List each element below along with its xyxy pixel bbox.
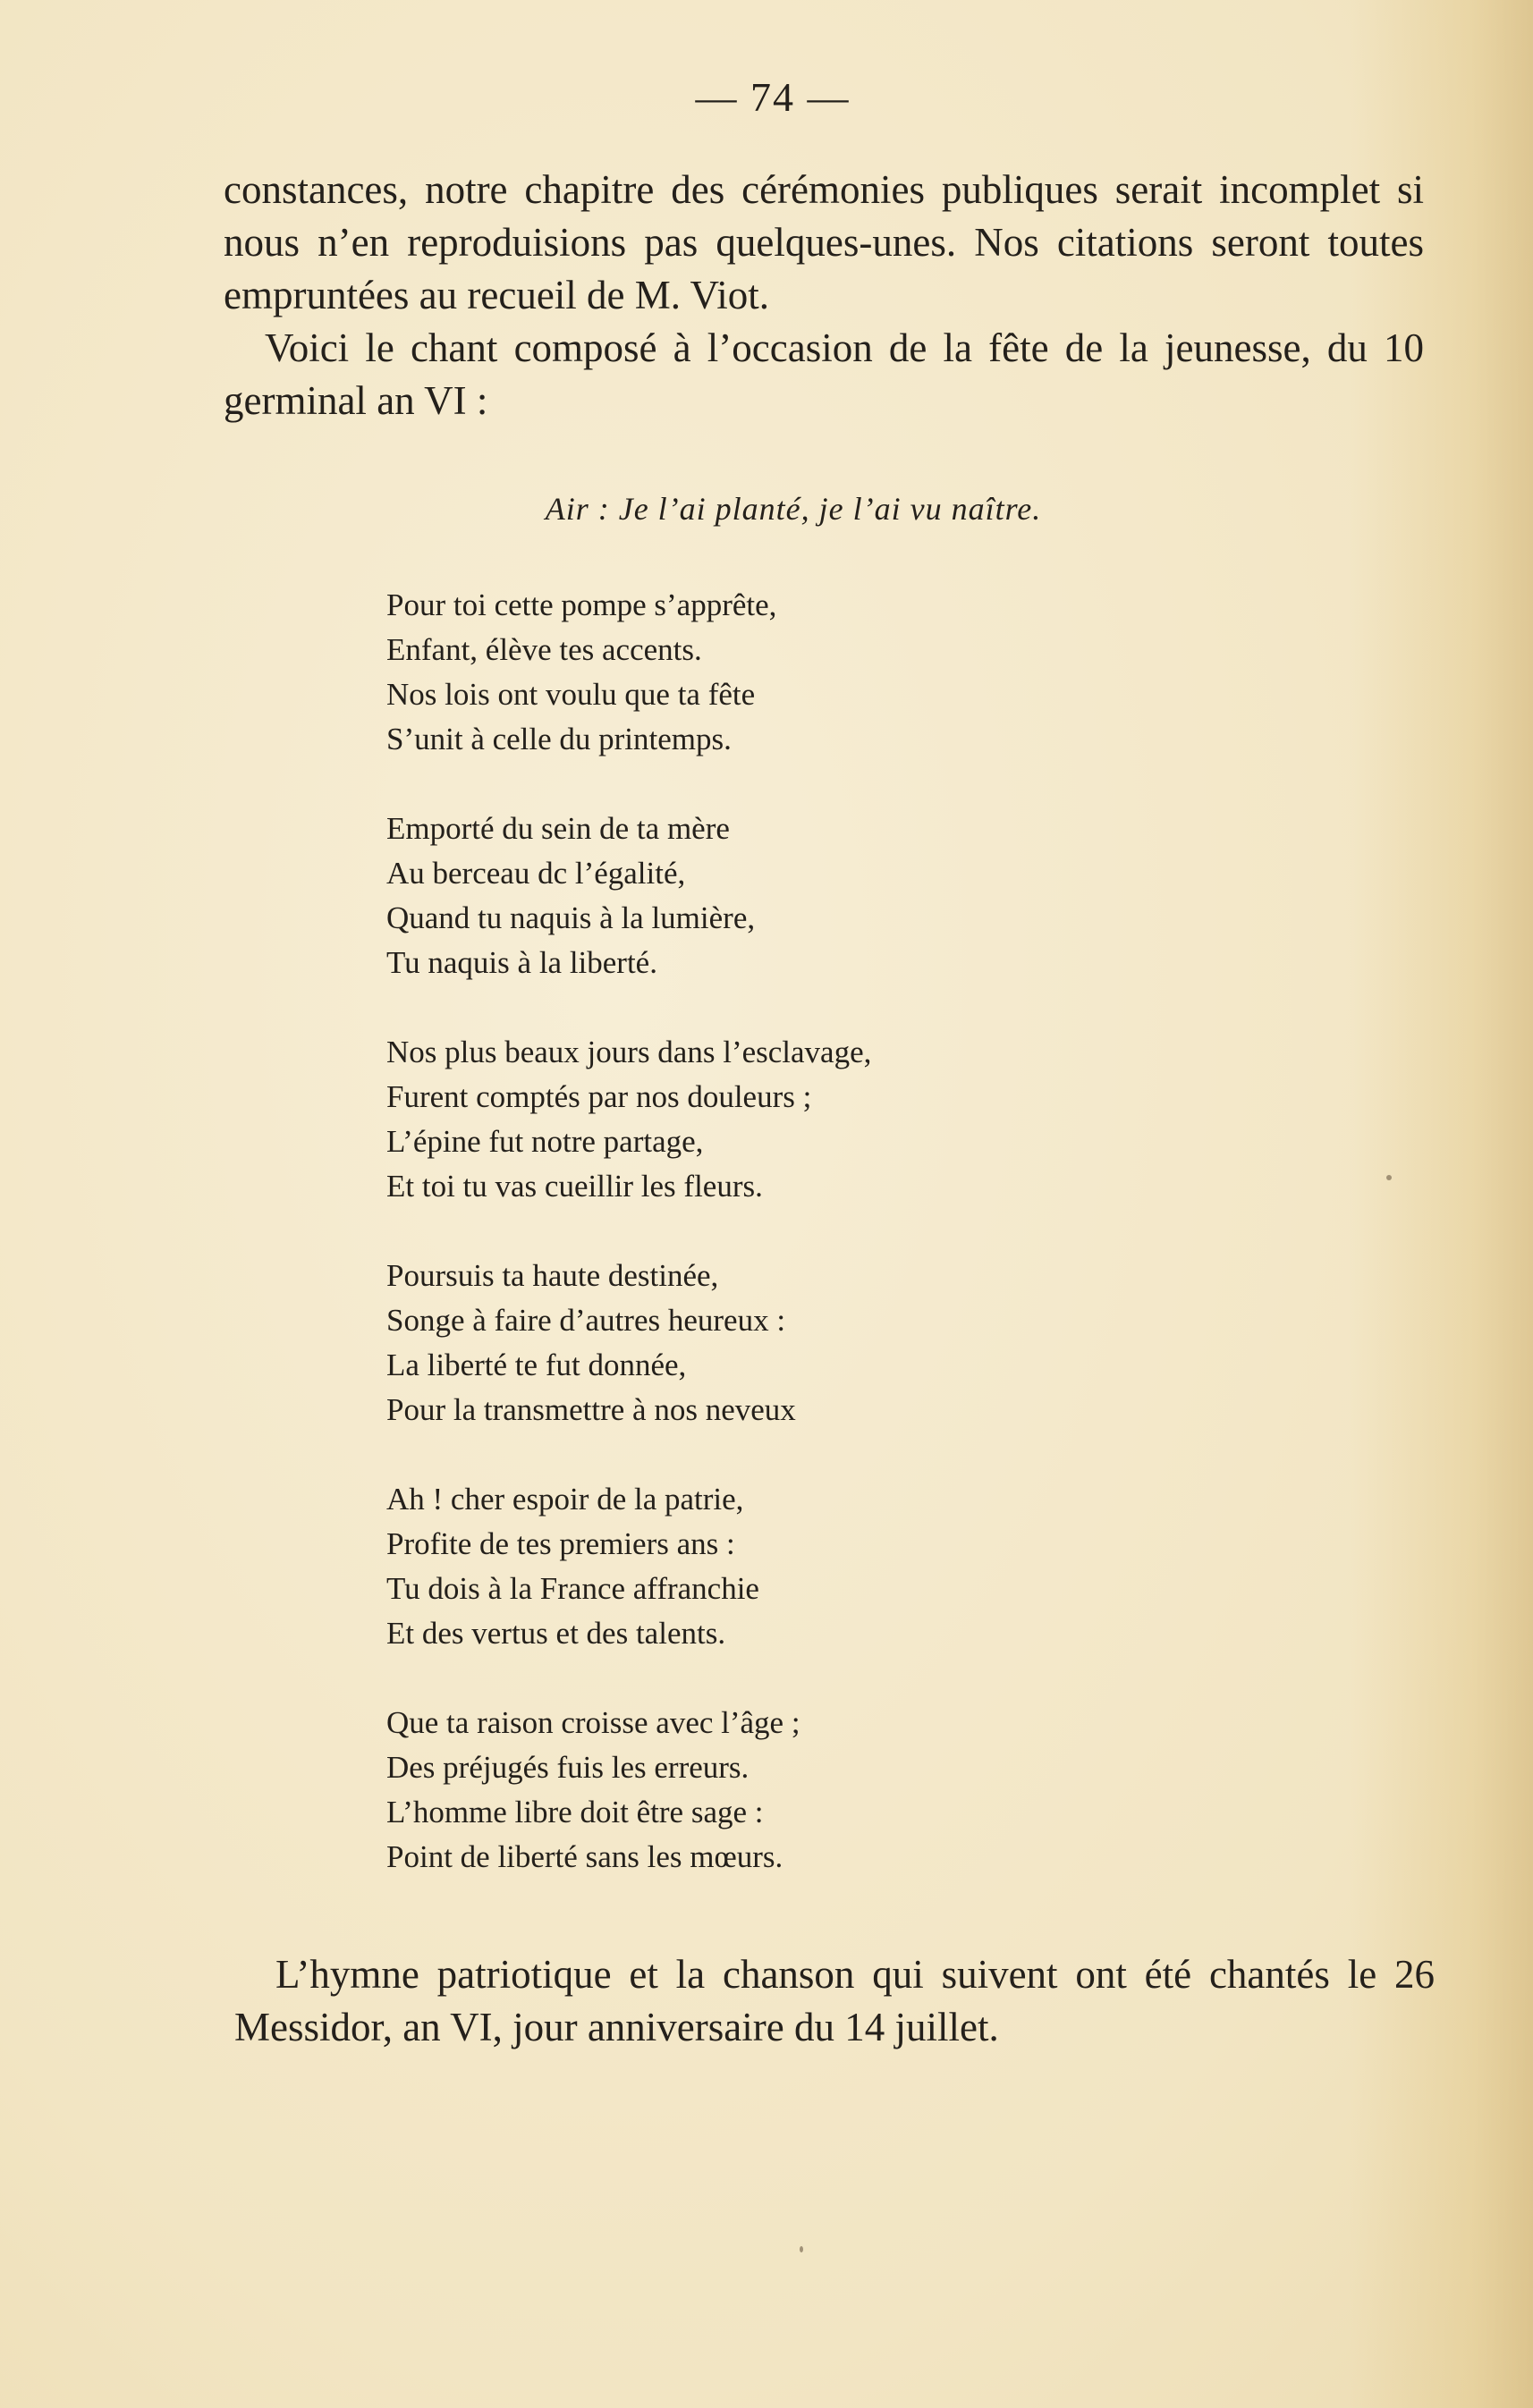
verse: L’épine fut notre partage, xyxy=(386,1124,704,1159)
outro-text xyxy=(234,1948,1435,2054)
stanza-2 xyxy=(386,807,1102,985)
intro-paragraph-2: Voici le chant composé à l’occasion de la fête de la jeunesse, du 10 germinal an VI : xyxy=(224,325,1424,423)
verse: Et toi tu vas cueillir les fleurs. xyxy=(386,1169,763,1204)
outro-paragraph: L’hymne patriotique et la chanson qui suivent ont été chantés le 26 Messidor, an VI, jour anniversaire du 14 juillet. xyxy=(234,1952,1435,2049)
ink-speck xyxy=(800,2246,803,2252)
stanza-5 xyxy=(386,1477,1102,1656)
verse: Quand tu naquis à la lumière, xyxy=(386,900,756,935)
verse: Profite de tes premiers ans : xyxy=(386,1526,735,1561)
verse: Pour toi cette pompe s’apprête, xyxy=(386,587,777,622)
verse: Enfant, élève tes accents. xyxy=(386,632,702,667)
verse: Nos lois ont voulu que ta fête xyxy=(386,677,756,712)
poem xyxy=(386,583,1102,1924)
song-air-title: Air : Je l’ai planté, je l’ai vu naître. xyxy=(545,491,1042,527)
stanza-4 xyxy=(386,1254,1102,1432)
verse: Tu naquis à la liberté. xyxy=(386,945,657,980)
verse: Et des vertus et des talents. xyxy=(386,1616,726,1651)
verse: S’unit à celle du printemps. xyxy=(386,722,732,756)
verse: Au berceau dc l’égalité, xyxy=(386,856,686,891)
verse: Nos plus beaux jours dans l’esclavage, xyxy=(386,1035,872,1069)
verse: Songe à faire d’autres heureux : xyxy=(386,1303,786,1338)
stanza-6 xyxy=(386,1701,1102,1880)
verse: Pour la transmettre à nos neveux xyxy=(386,1392,796,1427)
stanza-3 xyxy=(386,1030,1102,1209)
verse: Poursuis ta haute destinée, xyxy=(386,1258,719,1293)
stanza-1 xyxy=(386,583,1102,762)
verse: Que ta raison croisse avec l’âge ; xyxy=(386,1705,800,1740)
verse: La liberté te fut donnée, xyxy=(386,1348,687,1382)
verse: Des préjugés fuis les erreurs. xyxy=(386,1750,750,1785)
verse: Furent comptés par nos douleurs ; xyxy=(386,1079,812,1114)
verse: Point de liberté sans les mœurs. xyxy=(386,1839,783,1874)
ink-speck xyxy=(1386,1175,1392,1180)
intro-paragraph-1: constances, notre chapitre des cérémonies publiques serait incomplet si nous n’en reproduisions pas quelques-unes. Nos citations seront toutes empruntées au recueil de M. Viot. xyxy=(224,167,1424,317)
page-number: — 74 — xyxy=(695,74,851,120)
verse: Tu dois à la France affranchie xyxy=(386,1571,759,1606)
verse: Emporté du sein de ta mère xyxy=(386,811,730,846)
verse: L’homme libre doit être sage : xyxy=(386,1795,764,1829)
verse: Ah ! cher espoir de la patrie, xyxy=(386,1482,744,1517)
intro-text xyxy=(224,164,1424,427)
